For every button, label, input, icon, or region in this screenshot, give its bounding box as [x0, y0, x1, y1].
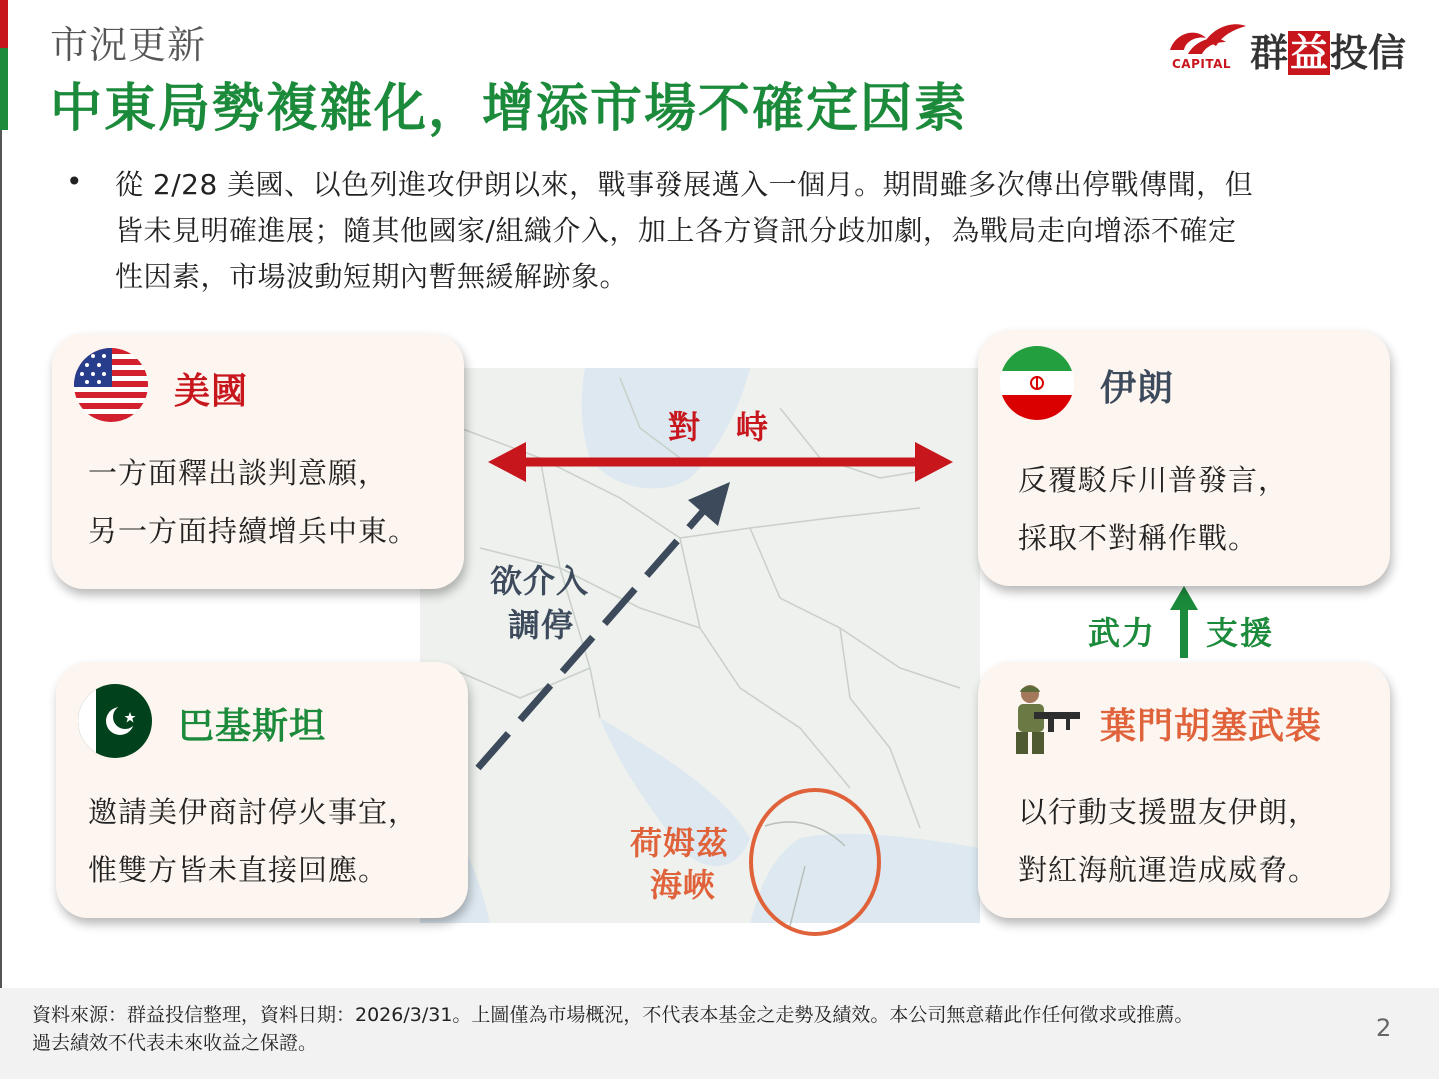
mediate-label-line1: 欲介入 — [490, 562, 590, 600]
iran-flag-icon — [1000, 346, 1074, 420]
soldier-icon — [1008, 682, 1088, 756]
pakistan-flag-icon — [78, 684, 152, 758]
confront-label: 對 峙 — [668, 408, 771, 446]
page-title: 中東局勢複雜化，增添市場不確定因素 — [50, 79, 969, 139]
section-subtitle: 市況更新 — [50, 23, 207, 67]
card-pakistan-title: 巴基斯坦 — [178, 706, 327, 747]
card-houthi — [978, 662, 1390, 918]
accent-bar-green — [0, 48, 8, 130]
card-houthi-title: 葉門胡塞武裝 — [1100, 706, 1323, 747]
card-iran-line2: 採取不對稱作戰。 — [1018, 521, 1259, 555]
logo-english: CAPITAL — [1172, 57, 1232, 71]
hormuz-label-line2: 海峽 — [650, 866, 717, 904]
card-iran-title: 伊朗 — [1100, 368, 1175, 409]
card-iran — [978, 330, 1390, 586]
mediate-label-line2: 調停 — [508, 606, 575, 644]
company-logo — [1166, 20, 1422, 76]
support-arrow-icon — [1170, 586, 1198, 658]
accent-bar-red — [0, 0, 8, 48]
card-usa-line2: 另一方面持續增兵中東。 — [88, 514, 419, 548]
summary-line-3: 性因素，市場波動短期內暫無緩解跡象。 — [115, 260, 629, 293]
summary-line-1: 從 2/28 美國、以色列進攻伊朗以來，戰事發展邁入一個月。期間雖多次傳出停戰傳聞，但 — [115, 168, 1254, 201]
page-number: 2 — [1376, 1014, 1392, 1042]
footer — [0, 988, 1439, 1079]
card-houthi-line1: 以行動支援盟友伊朗， — [1018, 795, 1319, 829]
card-iran-line1: 反覆駁斥川普發言， — [1018, 463, 1289, 497]
hormuz-label-line1: 荷姆茲 — [630, 824, 730, 862]
support-label-right: 支援 — [1206, 614, 1275, 652]
card-usa — [52, 333, 464, 589]
logo-chinese: 群益投信 — [1250, 31, 1407, 75]
support-label-left: 武力 — [1088, 614, 1157, 652]
card-pakistan — [56, 662, 468, 918]
bullet-marker: • — [66, 165, 83, 198]
card-houthi-line2: 對紅海航運造成威脅。 — [1018, 853, 1319, 887]
summary-line-2: 皆未見明確進展；隨其他國家/組織介入，加上各方資訊分歧加劇，為戰局走向增添不確定 — [115, 214, 1237, 247]
card-pakistan-line2: 惟雙方皆未直接回應。 — [88, 853, 389, 887]
us-flag-icon — [74, 348, 148, 422]
card-usa-title: 美國 — [174, 371, 249, 412]
hormuz-circle-icon — [745, 786, 885, 938]
footer-disclaimer-line1: 資料來源：群益投信整理，資料日期：2026/3/31。上圖僅為市場概況，不代表本基金之走勢及績效。本公司無意藉此作任何徵求或推薦。 — [32, 1004, 1194, 1026]
frame-line — [0, 130, 2, 990]
summary-paragraph — [115, 162, 1405, 300]
card-pakistan-line1: 邀請美伊商討停火事宜， — [88, 795, 419, 829]
card-usa-line1: 一方面釋出談判意願， — [88, 456, 389, 490]
footer-disclaimer-line2: 過去績效不代表未來收益之保證。 — [32, 1032, 318, 1054]
